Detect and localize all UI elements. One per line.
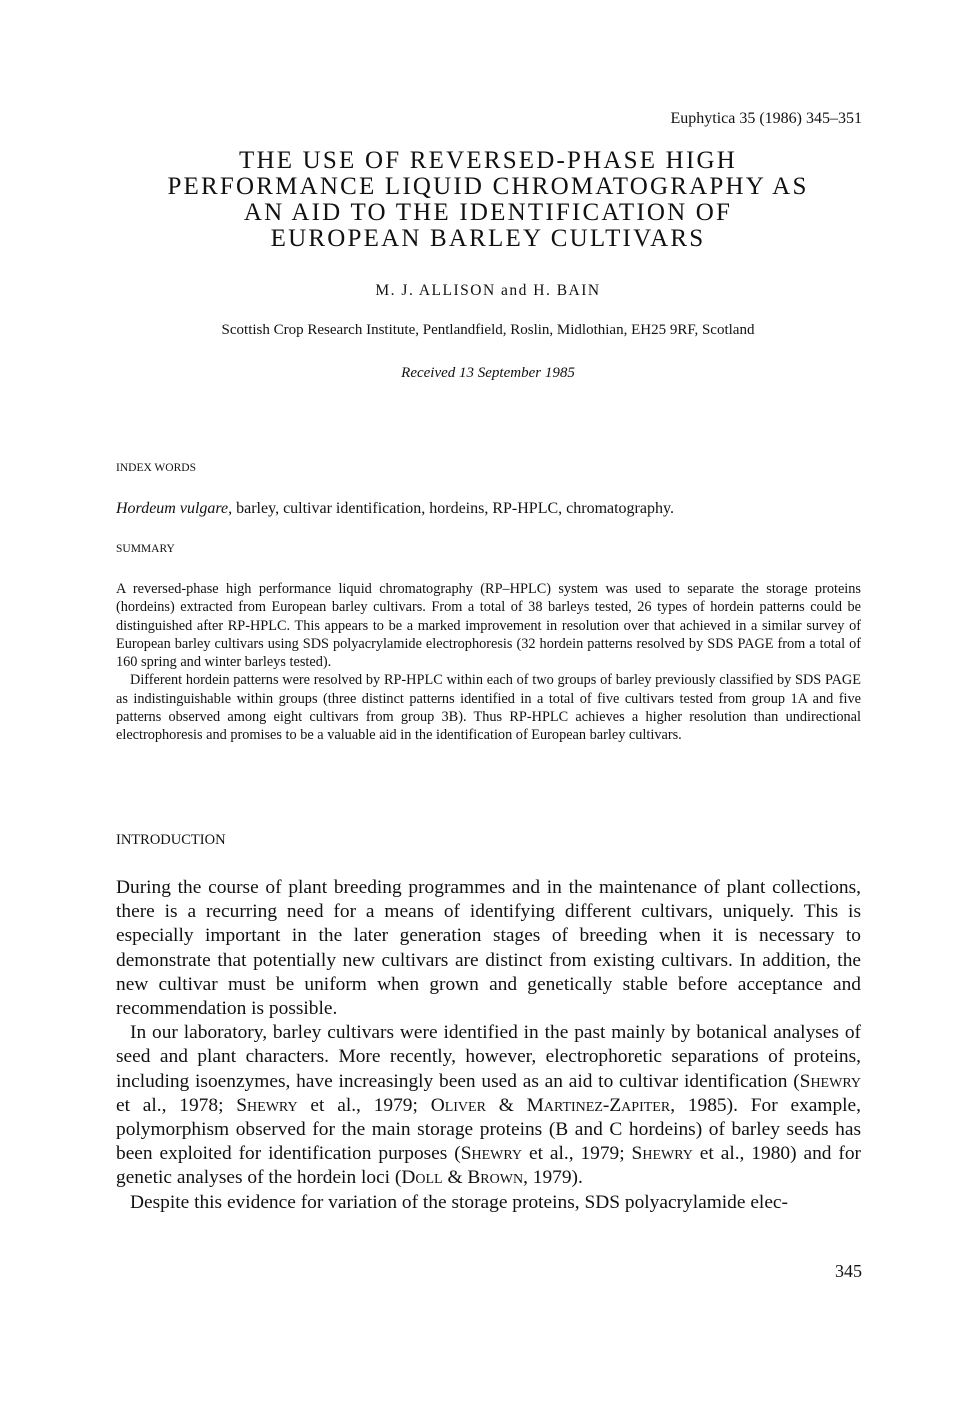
species-name: Hordeum vulgare, <box>116 500 233 517</box>
authors: M. J. ALLISON and H. BAIN <box>375 282 601 299</box>
summary-body <box>116 580 861 745</box>
intro-paragraph: During the course of plant breeding programmes and in the maintenance of plant collections, there is a recurring need for a means of identifying different cultivars, uniquely. This is especially important in the later generation stages of breeding when it is necessary to demonstrate that potentially new cultivars are distinct from existing cultivars. In addition, the new cultivar must be uniform when grown and genetically stable before acceptance and recommendation is possible. <box>116 877 861 1020</box>
title-line: AN AID TO THE IDENTIFICATION OF <box>243 199 733 226</box>
page-number: 345 <box>835 1261 862 1281</box>
affiliation: Scottish Crop Research Institute, Pentlandfield, Roslin, Midlothian, EH25 9RF, Scotland <box>221 322 755 338</box>
text-run: , 1979). <box>523 1167 583 1189</box>
citation-author: Shewry <box>799 1070 861 1092</box>
text-run: et al., 1979; <box>522 1143 632 1165</box>
paper-title <box>100 148 876 252</box>
title-line: PERFORMANCE LIQUID CHROMATOGRAPHY AS <box>167 173 809 200</box>
citation-author: Oliver & Martinez-Zapiter <box>430 1094 671 1116</box>
introduction-heading: INTRODUCTION <box>116 832 226 848</box>
text-run: , 1985). For example, polymorphism observed for the main storage proteins (B and C hordeins) of barley seeds has been exploited for identification purposes ( <box>116 1094 861 1165</box>
citation-author: Shewry <box>460 1143 523 1165</box>
summary-paragraph: A reversed-phase high performance liquid chromatography (RP–HPLC) system was used to separate the storage proteins (hordeins) extracted from European barley cultivars. From a total of 38 barleys tested, 26 types of hordein patterns could be distinguished after RP-HPLC. This appears to be a marked improvement in resolution over that achieved in a similar survey of European barley cultivars using SDS polyacrylamide electrophoresis (32 hordein patterns resolved by SDS PAGE from a total of 160 spring and winter barleys tested). <box>116 581 861 671</box>
text-run: et al., 1978; <box>116 1094 237 1116</box>
summary-heading: SUMMARY <box>116 543 175 555</box>
introduction-body <box>116 876 861 1215</box>
citation-author: Shewry <box>236 1094 298 1116</box>
journal-citation: Euphytica 35 (1986) 345–351 <box>670 110 862 127</box>
citation-author: Doll & Brown <box>401 1167 524 1189</box>
intro-paragraph: Despite this evidence for variation of the storage proteins, SDS polyacrylamide elec- <box>130 1191 788 1213</box>
title-line: THE USE OF REVERSED-PHASE HIGH <box>239 147 737 174</box>
text-run: et al., 1980) and for genetic analyses of the hordein loci ( <box>116 1143 861 1189</box>
text-run: et al., 1979; <box>297 1094 431 1116</box>
title-line: EUROPEAN BARLEY CULTIVARS <box>270 225 706 252</box>
index-words <box>116 500 861 518</box>
keyword-terms: barley, cultivar identification, hordeins, RP-HPLC, chromatography. <box>232 500 674 517</box>
citation-author: Shewry <box>631 1143 693 1165</box>
summary-paragraph: Different hordein patterns were resolved by RP-HPLC within each of two groups of barley previously classified by SDS PAGE as indistinguishable within groups (three distinct patterns identified in a total of five cultivars tested from group 1A and five patterns observed among eight cultivars from group 3B). Thus RP-HPLC achieves a higher resolution than undirectional electrophoresis and promises to be a valuable aid in the identification of European barley cultivars. <box>116 672 861 744</box>
text-run: In our laboratory, barley cultivars were identified in the past mainly by botanical analyses of seed and plant characters. More recently, however, electrophoretic separations of proteins, including isoenzymes, have increasingly been used as an aid to cultivar identification ( <box>116 1022 861 1092</box>
index-words-heading: INDEX WORDS <box>116 462 196 474</box>
intro-paragraph <box>116 1021 861 1190</box>
received-date: Received 13 September 1985 <box>401 365 575 381</box>
